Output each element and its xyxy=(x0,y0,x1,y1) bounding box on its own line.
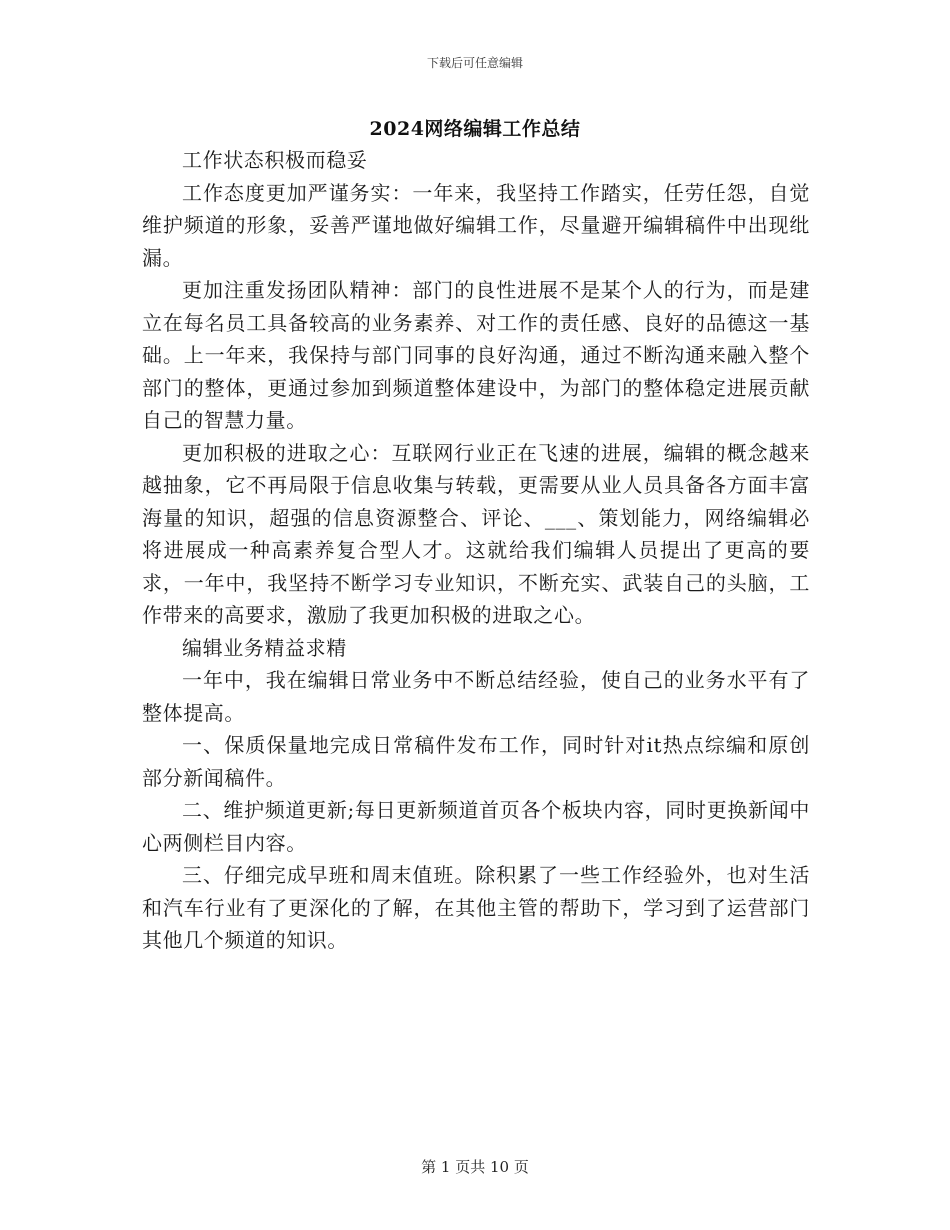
section-heading-work-status: 工作状态积极而稳妥 xyxy=(182,148,368,172)
paragraph-team-spirit: 更加注重发扬团队精神：部门的良性进展不是某个人的行为，而是建立在每名员工具备较高的业务素养、对工作的责任感、良好的品德这一基础。上一年来，我保持与部门同事的良好沟通，通过不断沟通来融入整个部门的整体，更通过参加到频道整体建设中，为部门的整体稳定进展贡献自己的智慧力量。 xyxy=(142,278,810,432)
paragraph-progressive-mind: 更加积极的进取之心：互联网行业正在飞速的进展，编辑的概念越来越抽象，它不再局限于信息收集与转载，更需要从业人员具备各方面丰富海量的知识，超强的信息资源整合、评论、___、策划能力，网络编辑必将进展成一种高素养复合型人才。这就给我们编辑人员提出了更高的要求，一年中，我坚持不断学习专业知识，不断充实、武装自己的头脑，工作带来的高要求，激励了我更加积极的进取之心。 xyxy=(142,440,810,627)
list-item-3: 三、仔细完成早班和周末值班。除积累了一些工作经验外，也对生活和汽车行业有了更深化的了解，在其他主管的帮助下，学习到了运营部门其他几个频道的知识。 xyxy=(142,863,810,952)
document-body xyxy=(142,144,810,957)
document-title: 2024网络编辑工作总结 xyxy=(369,118,581,140)
list-item-1: 一、保质保量地完成日常稿件发布工作，同时针对it热点综编和原创部分新闻稿件。 xyxy=(142,733,810,790)
paragraph-work-attitude: 工作态度更加严谨务实：一年来，我坚持工作踏实，任劳任怨，自觉维护频道的形象，妥善严谨地做好编辑工作，尽量避开编辑稿件中出现纰漏。 xyxy=(142,180,810,270)
page-indicator: 第 1 页共 10 页 xyxy=(421,1158,529,1176)
header-note: 下载后可任意编辑 xyxy=(426,56,523,70)
section-heading-editing-business: 编辑业务精益求精 xyxy=(182,635,347,660)
list-item-2: 二、维护频道更新;每日更新频道首页各个板块内容，同时更换新闻中心两侧栏目内容。 xyxy=(142,798,810,855)
paragraph-summary: 一年中，我在编辑日常业务中不断总结经验，使自己的业务水平有了整体提高。 xyxy=(142,668,810,725)
